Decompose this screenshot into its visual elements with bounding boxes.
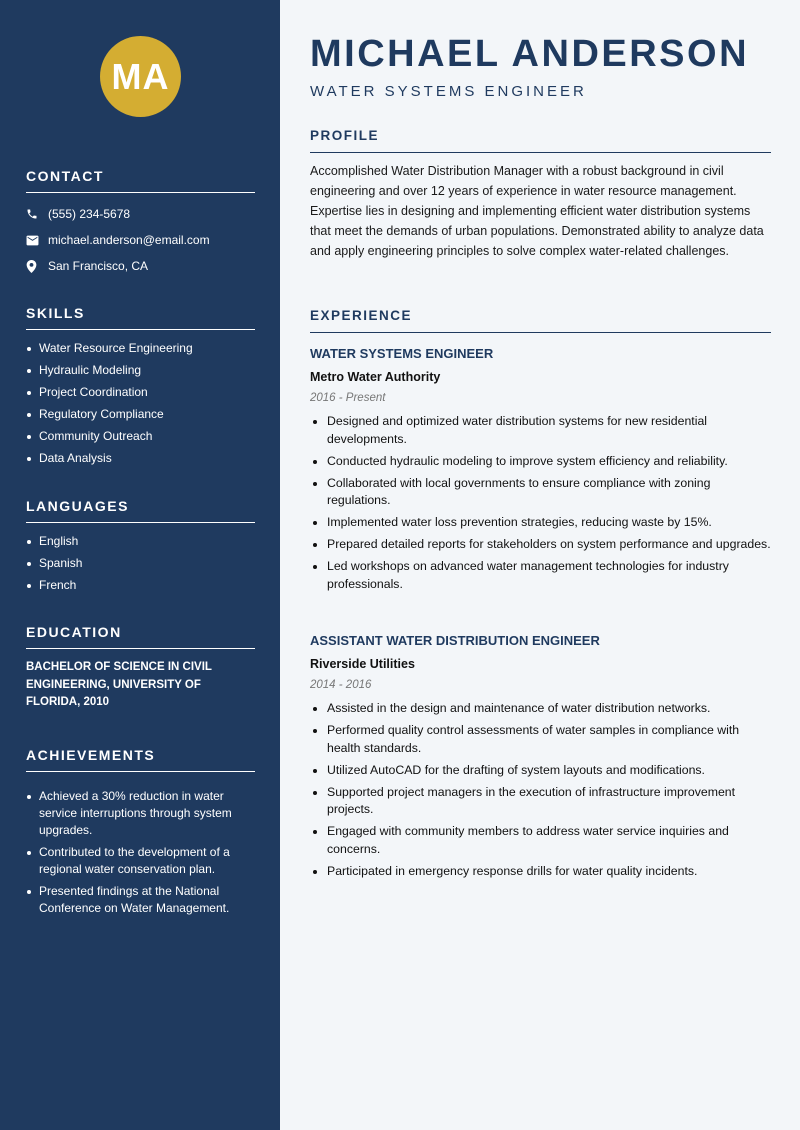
job-bullets bbox=[310, 700, 771, 880]
education-section bbox=[26, 624, 255, 712]
skill-item: Data Analysis bbox=[26, 450, 255, 467]
experience-heading: EXPERIENCE bbox=[310, 308, 771, 333]
candidate-title: WATER SYSTEMS ENGINEER bbox=[310, 83, 587, 100]
skill-item: Community Outreach bbox=[26, 428, 255, 445]
profile-section bbox=[310, 128, 771, 261]
job-bullets bbox=[310, 413, 771, 593]
job-bullet: Supported project managers in the execution of infrastructure improvement projects. bbox=[310, 784, 771, 819]
job-dates: 2016 - Present bbox=[310, 392, 386, 404]
job-title: WATER SYSTEMS ENGINEER bbox=[310, 346, 494, 361]
job-bullet: Performed quality control assessments of water samples in compliance with health standards. bbox=[310, 722, 771, 757]
job-company: Riverside Utilities bbox=[310, 657, 415, 671]
job-entry bbox=[310, 346, 771, 598]
contact-phone bbox=[26, 201, 255, 227]
achievements-heading: ACHIEVEMENTS bbox=[26, 747, 255, 772]
achievement-item: Achieved a 30% reduction in water service interruptions through system upgrades. bbox=[26, 788, 255, 839]
job-bullet: Assisted in the design and maintenance of water distribution networks. bbox=[310, 700, 771, 718]
skills-section bbox=[26, 305, 255, 472]
job-dates: 2014 - 2016 bbox=[310, 679, 372, 691]
job-company: Metro Water Authority bbox=[310, 370, 441, 384]
education-entry: BACHELOR OF SCIENCE IN CIVIL ENGINEERING, UNIVERSITY OF FLORIDA, 2010 bbox=[26, 661, 212, 708]
profile-text: Accomplished Water Distribution Manager with a robust background in civil engineering and over 12 years of experience in water resource management. Expertise lies in designing and implementing efficient water distribution systems that meet the demands of urban populations. Demonstrated ability to analyze data and apply engineering principles to solve complex water-related challenges. bbox=[310, 164, 764, 258]
mail-icon bbox=[26, 235, 48, 246]
contact-section bbox=[26, 168, 255, 279]
contact-email bbox=[26, 227, 255, 253]
avatar bbox=[100, 36, 181, 117]
education-heading: EDUCATION bbox=[26, 624, 255, 649]
email-text[interactable]: michael.anderson@email.com bbox=[48, 233, 210, 247]
languages-section bbox=[26, 498, 255, 599]
job-bullet: Implemented water loss prevention strategies, reducing waste by 15%. bbox=[310, 514, 771, 532]
experience-section bbox=[310, 308, 771, 333]
skill-item: Project Coordination bbox=[26, 384, 255, 401]
skill-item: Hydraulic Modeling bbox=[26, 362, 255, 379]
languages-heading: LANGUAGES bbox=[26, 498, 255, 523]
language-item: Spanish bbox=[26, 555, 255, 572]
job-bullet: Conducted hydraulic modeling to improve system efficiency and reliability. bbox=[310, 453, 771, 471]
achievements-section bbox=[26, 747, 255, 922]
skills-heading: SKILLS bbox=[26, 305, 255, 330]
job-bullet: Led workshops on advanced water management technologies for industry professionals. bbox=[310, 558, 771, 593]
job-bullet: Prepared detailed reports for stakeholders on system performance and upgrades. bbox=[310, 536, 771, 554]
location-pin-icon bbox=[26, 260, 48, 273]
phone-icon bbox=[26, 208, 48, 220]
job-entry bbox=[310, 633, 771, 885]
achievement-item: Presented findings at the National Conference on Water Management. bbox=[26, 883, 255, 917]
job-bullet: Engaged with community members to address water service inquiries and concerns. bbox=[310, 823, 771, 858]
skills-list bbox=[26, 340, 255, 467]
achievements-list bbox=[26, 788, 255, 917]
sidebar bbox=[0, 0, 280, 1130]
skill-item: Regulatory Compliance bbox=[26, 406, 255, 423]
contact-heading: CONTACT bbox=[26, 168, 255, 193]
profile-heading: PROFILE bbox=[310, 128, 771, 153]
job-bullet: Collaborated with local governments to ensure compliance with zoning regulations. bbox=[310, 475, 771, 510]
skill-item: Water Resource Engineering bbox=[26, 340, 255, 357]
language-item: French bbox=[26, 577, 255, 594]
languages-list bbox=[26, 533, 255, 594]
job-bullet: Designed and optimized water distribution systems for new residential developments. bbox=[310, 413, 771, 448]
job-title: ASSISTANT WATER DISTRIBUTION ENGINEER bbox=[310, 633, 600, 648]
candidate-name: MICHAEL ANDERSON bbox=[310, 33, 750, 75]
language-item: English bbox=[26, 533, 255, 550]
contact-location bbox=[26, 253, 255, 279]
achievement-item: Contributed to the development of a regional water conservation plan. bbox=[26, 844, 255, 878]
main-content bbox=[280, 0, 800, 1130]
job-bullet: Utilized AutoCAD for the drafting of system layouts and modifications. bbox=[310, 762, 771, 780]
job-bullet: Participated in emergency response drills for water quality incidents. bbox=[310, 863, 771, 881]
phone-text[interactable]: (555) 234-5678 bbox=[48, 207, 131, 221]
location-text: San Francisco, CA bbox=[48, 259, 149, 273]
avatar-initials: MA bbox=[111, 55, 170, 97]
